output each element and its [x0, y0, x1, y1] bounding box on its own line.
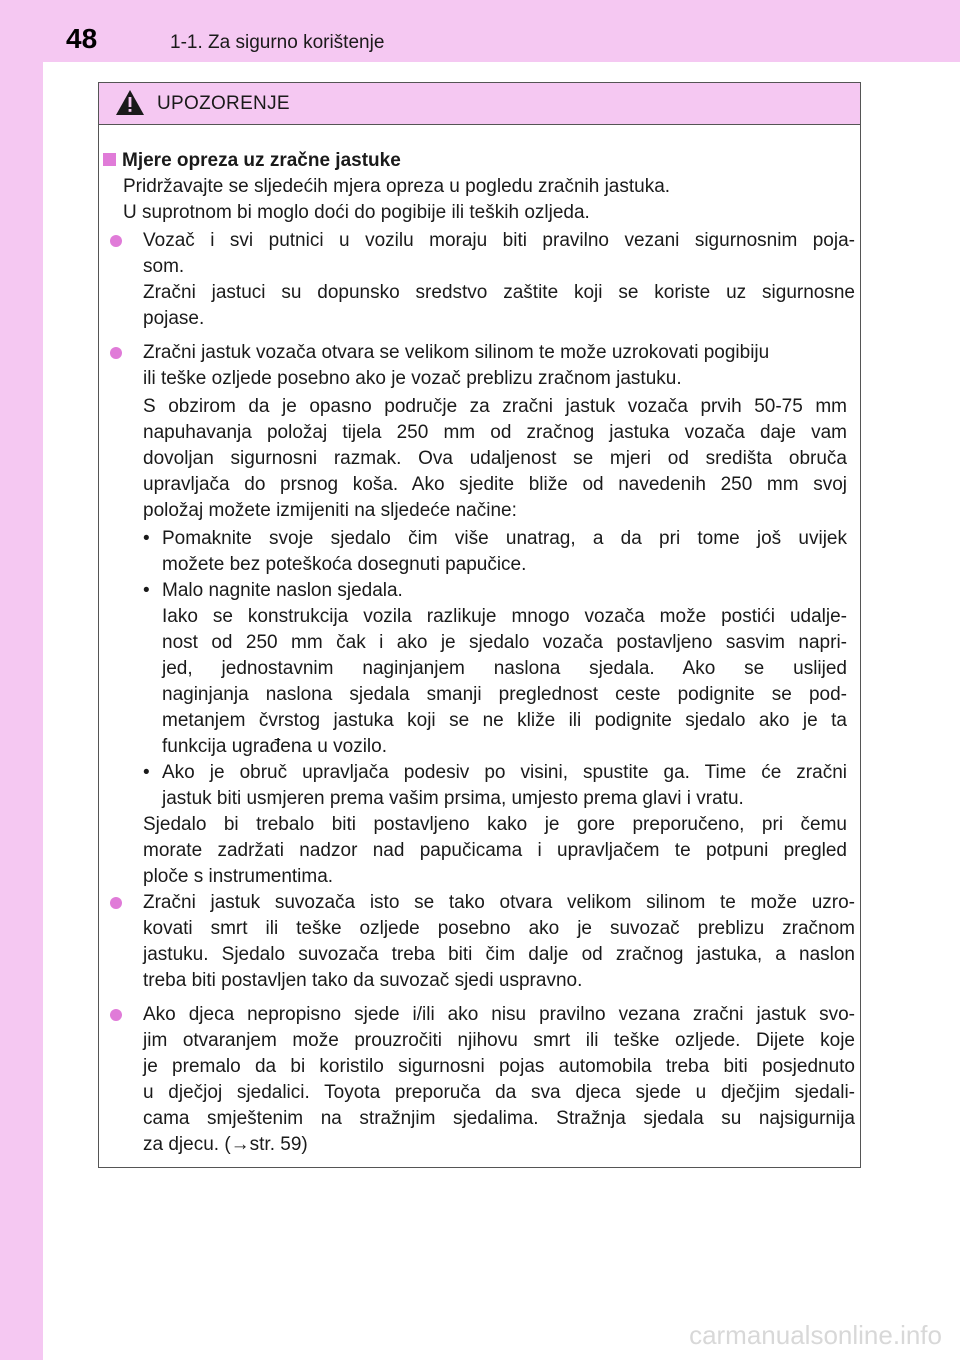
bullet-circle-icon — [110, 347, 122, 359]
side-color-band — [0, 0, 43, 1360]
watermark: carmanualsonline.info — [689, 1320, 942, 1350]
bullet-circle-icon — [110, 235, 122, 247]
sub-bullet-dot: • — [143, 762, 150, 783]
bullet-1-text: Vozač i svi putnici u vozilu moraju biti pravilno vezani sigurnosnim poja- som. Zračni jastuci su dopunsko sredstvo zaštite koji se koriste uz sigurnosne pojase. — [143, 230, 855, 329]
bullet-2-paragraph: S obzirom da je opasno područje za zračni jastuk vozača prvih 50-75 mm napuhavanja položaj tijela 250 mm od zračnog jastuka vozača daje vam dovoljan sigurnosni razmak. Ova udaljenost se mjeri od središta obruča upravljača do prsnog koša. Ako sjedite bliže od navedenih 250 mm svoj položaj možete izmijeniti na sljedeće načine: — [143, 396, 847, 521]
sub-item-2: Malo nagnite naslon sjedala. Iako se konstrukcija vozila razlikuje mnogo vozača može postići udalje- nost od 250 mm čak i ako je sjedalo vozača postavljeno sasvim napri- jed, jednostavnim naginjanjem naslona sjedala. Ako se uslijed naginjanja naslona sjedala smanji preglednost ceste podignite se pod- metanjem čvrstog jastuka koji se ne kliže ili podignite sjedalo ako je ta funkcija ugrađena u vozilo. — [162, 580, 847, 757]
bullet-4-text: Ako djeca nepropisno sjede i/ili ako nisu pravilno vezana zračni jastuk svo- jim otvaranjem može prouzročiti njihovu smrt ili teške ozljede. Dijete koje je premalo da bi koristilo sigurnosni pojas automobila treba biti posjednuto u dječjoj sjedalici. Toyota preporuča da sva djeca sjede u dječjim sjedali- cama smještenim na stražnjim sjedalima. Stražnja sjedala su najsigurnija za djecu. (→str. 59) — [143, 1004, 855, 1155]
sub-item-1: Pomaknite svoje sjedalo čim više unatrag, a da pri tome još uvijek možete bez poteškoća dosegnuti papučice. — [162, 528, 847, 575]
section-square-icon — [103, 153, 116, 166]
warning-header — [99, 83, 860, 125]
bullet-2-text: Zračni jastuk vozača otvara se velikom silinom te može uzrokovati pogibiju ili teške ozljede posebno ako je vozač preblizu zračnom jastuku. — [143, 342, 770, 389]
sub-item-3: Ako je obruč upravljača podesiv po visini, spustite ga. Time će zračni jastuk biti usmjeren prema vašim prsima, umjesto prema glavi i vratu. — [162, 762, 847, 809]
warning-heading: Mjere opreza uz zračne jastuke — [103, 148, 401, 174]
section-title: 1-1. Za sigurno korištenje — [170, 32, 385, 53]
intro-text: Pridržavajte se sljedećih mjera opreza u pogledu zračnih jastuka. U suprotnom bi moglo doći do pogibije ili teških ozljeda. — [123, 176, 671, 223]
bullet-3-text: Zračni jastuk suvozača isto se tako otvara velikom silinom te može uzro- kovati smrt ili teške ozljede posebno ako je suvozač preblizu zračnom jastuku. Sjedalo suvozača treba biti čim dalje od zračnog jastuka, a naslon treba biti postavljen tako da suvozač sjedi uspravno. — [143, 892, 855, 991]
page-number: 48 — [66, 23, 98, 54]
bullet-circle-icon — [110, 897, 122, 909]
warning-triangle-icon — [115, 89, 145, 116]
after-sub-paragraph: Sjedalo bi trebalo biti postavljeno kako je gore preporučeno, pri čemu morate zadržati nadzor nad papučicama i upravljačem te potpuni pregled ploče s instrumentima. — [143, 814, 847, 887]
sub-bullet-dot: • — [143, 528, 150, 549]
warning-label: UPOZORENJE — [157, 93, 290, 114]
sub-bullet-dot: • — [143, 580, 150, 601]
warning-body — [99, 124, 860, 1167]
warning-box — [98, 82, 861, 1168]
bullet-circle-icon — [110, 1009, 122, 1021]
